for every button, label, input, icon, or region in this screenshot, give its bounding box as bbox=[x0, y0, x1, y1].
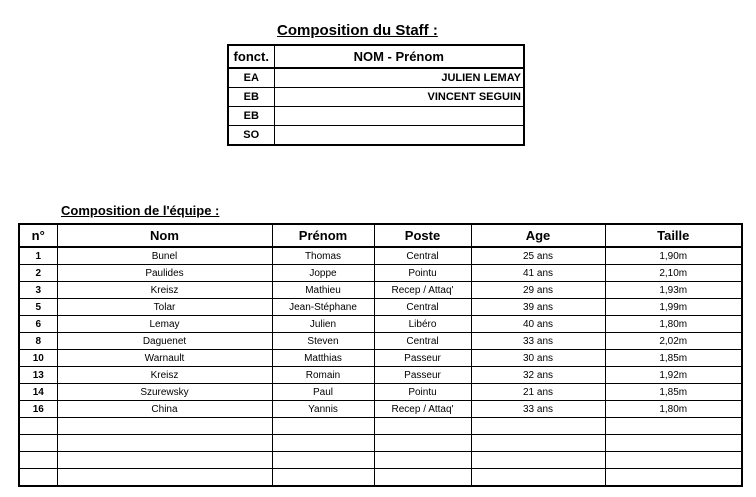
player-row bbox=[19, 367, 742, 384]
player-num: 5 bbox=[19, 299, 57, 316]
player-poste: Central bbox=[374, 333, 471, 350]
player-num: 13 bbox=[19, 367, 57, 384]
player-prenom: Jean-Stéphane bbox=[272, 299, 374, 316]
empty-cell[interactable] bbox=[605, 469, 742, 487]
empty-cell[interactable] bbox=[272, 435, 374, 452]
empty-cell[interactable] bbox=[19, 435, 57, 452]
player-age: 30 ans bbox=[471, 350, 605, 367]
staff-name-cell[interactable] bbox=[274, 126, 524, 146]
player-prenom: Julien bbox=[272, 316, 374, 333]
player-nom: Tolar bbox=[57, 299, 272, 316]
empty-cell[interactable] bbox=[605, 435, 742, 452]
player-taille: 1,92m bbox=[605, 367, 742, 384]
player-row bbox=[19, 265, 742, 282]
player-prenom: Steven bbox=[272, 333, 374, 350]
empty-cell[interactable] bbox=[19, 452, 57, 469]
player-taille: 1,90m bbox=[605, 247, 742, 265]
team-header-nom: Nom bbox=[57, 224, 272, 247]
player-num: 16 bbox=[19, 401, 57, 418]
player-poste: Libéro bbox=[374, 316, 471, 333]
empty-cell[interactable] bbox=[272, 418, 374, 435]
player-row bbox=[19, 384, 742, 401]
player-row bbox=[19, 299, 742, 316]
player-age: 40 ans bbox=[471, 316, 605, 333]
player-nom: Bunel bbox=[57, 247, 272, 265]
player-prenom: Paul bbox=[272, 384, 374, 401]
player-nom: Lemay bbox=[57, 316, 272, 333]
player-poste: Central bbox=[374, 299, 471, 316]
empty-cell[interactable] bbox=[471, 469, 605, 487]
player-poste: Passeur bbox=[374, 350, 471, 367]
player-age: 29 ans bbox=[471, 282, 605, 299]
player-prenom: Joppe bbox=[272, 265, 374, 282]
staff-name-cell[interactable] bbox=[274, 107, 524, 126]
empty-cell[interactable] bbox=[471, 435, 605, 452]
staff-fonct-cell: EA bbox=[228, 68, 274, 88]
empty-cell[interactable] bbox=[374, 418, 471, 435]
player-taille: 1,80m bbox=[605, 316, 742, 333]
staff-fonct-cell: EB bbox=[228, 88, 274, 107]
team-header-age: Age bbox=[471, 224, 605, 247]
player-row bbox=[19, 350, 742, 367]
player-taille: 1,80m bbox=[605, 401, 742, 418]
player-age: 25 ans bbox=[471, 247, 605, 265]
staff-table bbox=[227, 44, 525, 146]
player-taille: 1,85m bbox=[605, 384, 742, 401]
player-poste: Central bbox=[374, 247, 471, 265]
player-nom: Paulides bbox=[57, 265, 272, 282]
staff-header-row bbox=[228, 45, 524, 68]
player-row bbox=[19, 333, 742, 350]
player-prenom: Romain bbox=[272, 367, 374, 384]
staff-row bbox=[228, 68, 524, 88]
staff-title: Composition du Staff : bbox=[277, 22, 438, 39]
player-row bbox=[19, 282, 742, 299]
empty-cell[interactable] bbox=[374, 469, 471, 487]
player-poste: Recep / Attaq' bbox=[374, 401, 471, 418]
empty-row bbox=[19, 469, 742, 487]
player-num: 6 bbox=[19, 316, 57, 333]
empty-row bbox=[19, 452, 742, 469]
empty-cell[interactable] bbox=[19, 418, 57, 435]
team-header-poste: Poste bbox=[374, 224, 471, 247]
empty-cell[interactable] bbox=[605, 418, 742, 435]
player-taille: 1,93m bbox=[605, 282, 742, 299]
empty-cell[interactable] bbox=[57, 469, 272, 487]
empty-cell[interactable] bbox=[272, 469, 374, 487]
player-taille: 1,85m bbox=[605, 350, 742, 367]
staff-fonct-cell: SO bbox=[228, 126, 274, 146]
staff-name-cell[interactable]: VINCENT SEGUIN bbox=[274, 88, 524, 107]
empty-cell[interactable] bbox=[471, 418, 605, 435]
player-poste: Pointu bbox=[374, 265, 471, 282]
staff-row bbox=[228, 126, 524, 146]
player-age: 32 ans bbox=[471, 367, 605, 384]
player-num: 2 bbox=[19, 265, 57, 282]
player-row bbox=[19, 401, 742, 418]
empty-cell[interactable] bbox=[374, 452, 471, 469]
team-table bbox=[18, 223, 743, 487]
player-num: 10 bbox=[19, 350, 57, 367]
empty-cell[interactable] bbox=[471, 452, 605, 469]
player-prenom: Thomas bbox=[272, 247, 374, 265]
player-num: 14 bbox=[19, 384, 57, 401]
player-num: 3 bbox=[19, 282, 57, 299]
player-taille: 1,99m bbox=[605, 299, 742, 316]
team-header-taille: Taille bbox=[605, 224, 742, 247]
player-nom: Warnault bbox=[57, 350, 272, 367]
player-poste: Recep / Attaq' bbox=[374, 282, 471, 299]
empty-cell[interactable] bbox=[57, 418, 272, 435]
player-prenom: Matthias bbox=[272, 350, 374, 367]
player-age: 21 ans bbox=[471, 384, 605, 401]
empty-cell[interactable] bbox=[374, 435, 471, 452]
player-poste: Pointu bbox=[374, 384, 471, 401]
staff-row bbox=[228, 88, 524, 107]
staff-row bbox=[228, 107, 524, 126]
player-num: 8 bbox=[19, 333, 57, 350]
player-poste: Passeur bbox=[374, 367, 471, 384]
player-prenom: Mathieu bbox=[272, 282, 374, 299]
player-row bbox=[19, 247, 742, 265]
team-title: Composition de l'équipe : bbox=[61, 203, 220, 218]
player-nom: China bbox=[57, 401, 272, 418]
empty-cell[interactable] bbox=[57, 435, 272, 452]
player-age: 33 ans bbox=[471, 401, 605, 418]
empty-cell[interactable] bbox=[57, 452, 272, 469]
empty-cell[interactable] bbox=[605, 452, 742, 469]
team-header-num: n° bbox=[19, 224, 57, 247]
empty-cell[interactable] bbox=[272, 452, 374, 469]
staff-name-cell[interactable]: JULIEN LEMAY bbox=[274, 68, 524, 88]
empty-cell[interactable] bbox=[19, 469, 57, 487]
player-nom: Szurewsky bbox=[57, 384, 272, 401]
player-nom: Daguenet bbox=[57, 333, 272, 350]
player-age: 33 ans bbox=[471, 333, 605, 350]
player-num: 1 bbox=[19, 247, 57, 265]
empty-row bbox=[19, 435, 742, 452]
player-nom: Kreisz bbox=[57, 282, 272, 299]
player-nom: Kreisz bbox=[57, 367, 272, 384]
staff-header-nom: NOM - Prénom bbox=[274, 45, 524, 68]
player-age: 39 ans bbox=[471, 299, 605, 316]
player-taille: 2,02m bbox=[605, 333, 742, 350]
player-age: 41 ans bbox=[471, 265, 605, 282]
team-header-prenom: Prénom bbox=[272, 224, 374, 247]
player-prenom: Yannis bbox=[272, 401, 374, 418]
staff-fonct-cell: EB bbox=[228, 107, 274, 126]
player-taille: 2,10m bbox=[605, 265, 742, 282]
player-row bbox=[19, 316, 742, 333]
team-header-row bbox=[19, 224, 742, 247]
staff-header-fonct: fonct. bbox=[228, 45, 274, 68]
empty-row bbox=[19, 418, 742, 435]
